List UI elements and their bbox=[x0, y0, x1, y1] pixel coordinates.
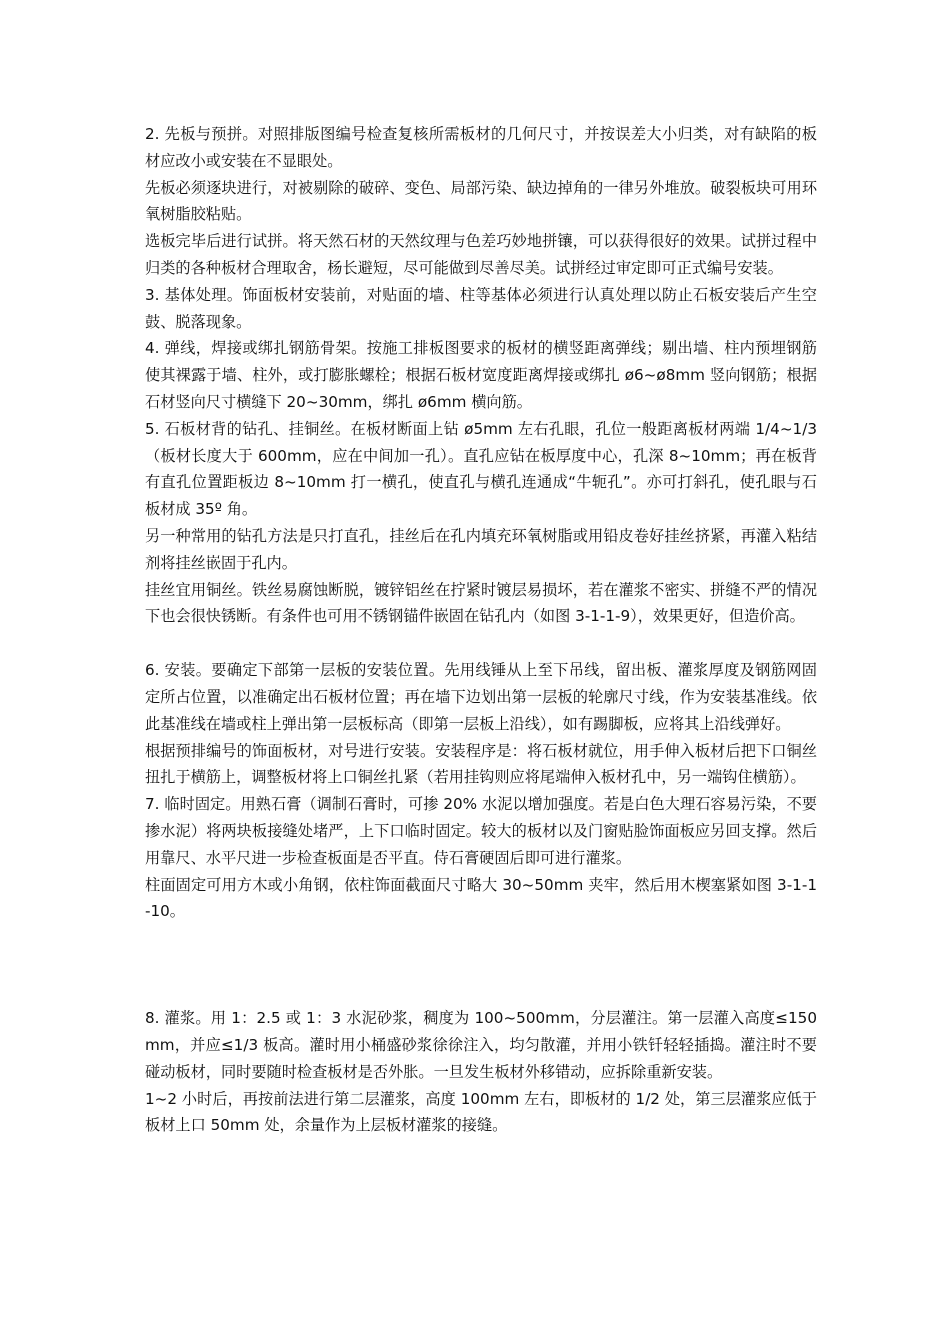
paragraph-wire: 挂丝宜用铜丝。铁丝易腐蚀断脱，镀锌铝丝在拧紧时镀层易损坏，若在灌浆不密实、拼缝不严的情况下也会很快锈断。有条件也可用不锈钢锚件嵌固在钻孔内（如图 3-1-1-9），效果更好，但造价高。 bbox=[145, 580, 817, 626]
paragraph-column-fixing: 柱面固定可用方木或小角钢，依柱饰面截面尺寸略大 30~50mm 夹牢，然后用木楔塞紧如图 3-1-1-10。 bbox=[145, 875, 817, 921]
blank-lines bbox=[145, 925, 817, 1005]
document-body bbox=[145, 121, 817, 1139]
paragraph-board-selection: 先板必须逐块进行，对被剔除的破碎、变色、局部污染、缺边掉角的一律另外堆放。破裂板块可用环氧树脂胶粘贴。 bbox=[145, 178, 817, 224]
paragraph-step-3: 3. 基体处理。饰面板材安装前，对贴面的墙、柱等基体必须进行认真处理以防止石板安装后产生空鼓、脱落现象。 bbox=[145, 285, 817, 331]
paragraph-step-6: 6. 安装。要确定下部第一层板的安装位置。先用线锤从上至下吊线，留出板、灌浆厚度及钢筋网固定所占位置，以准确定出石板材位置；再在墙下边划出第一层板的轮廓尺寸线，作为安装基准线。依此基准线在墙或柱上弹出第一层板标高（即第一层板上沿线），如有踢脚板，应将其上沿线弹好。 bbox=[145, 661, 817, 733]
paragraph-step-4: 4. 弹线，焊接或绑扎钢筋骨架。按施工排板图要求的板材的横竖距离弹线；剔出墙、柱内预埋钢筋使其裸露于墙、柱外，或打膨胀螺栓；根据石板材宽度距离焊接或绑扎 ø6~ø8mm 竖向钢筋；根据石材竖向尺寸横缝下 20~30mm，绑扎 ø6mm 横向筋。 bbox=[145, 339, 817, 411]
paragraph-step-7: 7. 临时固定。用熟石膏（调制石膏时，可掺 20% 水泥以增加强度。若是白色大理石容易污染，不要掺水泥）将两块板接缝处堵严，上下口临时固定。较大的板材以及门窗贴脸饰面板应另回支撑。然后用靠尺、水平尺进一步检查板面是否平直。侍石膏硬固后即可进行灌浆。 bbox=[145, 795, 817, 867]
paragraph-step-2: 2. 先板与预拼。对照排版图编号检查复核所需板材的几何尺寸，并按误差大小归类，对有缺陷的板材应改小或安装在不显眼处。 bbox=[145, 125, 817, 170]
paragraph-trial-fit: 选板完毕后进行试拼。将天然石材的天然纹理与色差巧妙地拼镶，可以获得很好的效果。试拼过程中归类的各种板材合理取舍，杨长避短，尽可能做到尽善尽美。试拼经过审定即可正式编号安装。 bbox=[145, 232, 817, 277]
blank-line bbox=[145, 630, 817, 657]
paragraph-step-5: 5. 石板材背的钻孔、挂铜丝。在板材断面上钻 ø5mm 左右孔眼，孔位一般距离板材两端 1/4~1/3（板材长度大于 600mm，应在中间加一孔）。直孔应钻在板厚度中心，孔深 8~10mm；再在板背有直孔位置距板边 8~10mm 打一横孔，使直孔与横孔连通成“牛轭孔”。亦可打斜孔，使孔眼与石板材成 35º 角。 bbox=[145, 419, 817, 519]
paragraph-install-sequence: 根据预排编号的饰面板材，对号进行安装。安装程序是：将石板材就位，用手伸入板材后把下口铜丝扭扎于横筋上，调整板材将上口铜丝扎紧（若用挂钩则应将尾端伸入板材孔中，另一端钩住横筋）。 bbox=[145, 741, 817, 787]
paragraph-drilling-method: 另一种常用的钻孔方法是只打直孔，挂丝后在孔内填充环氧树脂或用铅皮卷好挂丝挤紧，再灌入粘结剂将挂丝嵌固于孔内。 bbox=[145, 526, 817, 572]
paragraph-step-8: 8. 灌浆。用 1：2.5 或 1：3 水泥砂浆，稠度为 100~500mm，分层灌注。第一层灌入高度≤150mm，并应≤1/3 板高。灌时用小桶盛砂浆徐徐注入，均匀散灌，并用小铁钎轻轻插捣。灌注时不要碰动板材，同时要随时检查板材是否外胀。一旦发生板材外移错动，应拆除重新安装。 bbox=[145, 1009, 817, 1081]
paragraph-second-layer: 1~2 小时后，再按前法进行第二层灌浆，高度 100mm 左右，即板材的 1/2 处，第三层灌浆应低于板材上口 50mm 处，余量作为上层板材灌浆的接缝。 bbox=[145, 1089, 817, 1135]
